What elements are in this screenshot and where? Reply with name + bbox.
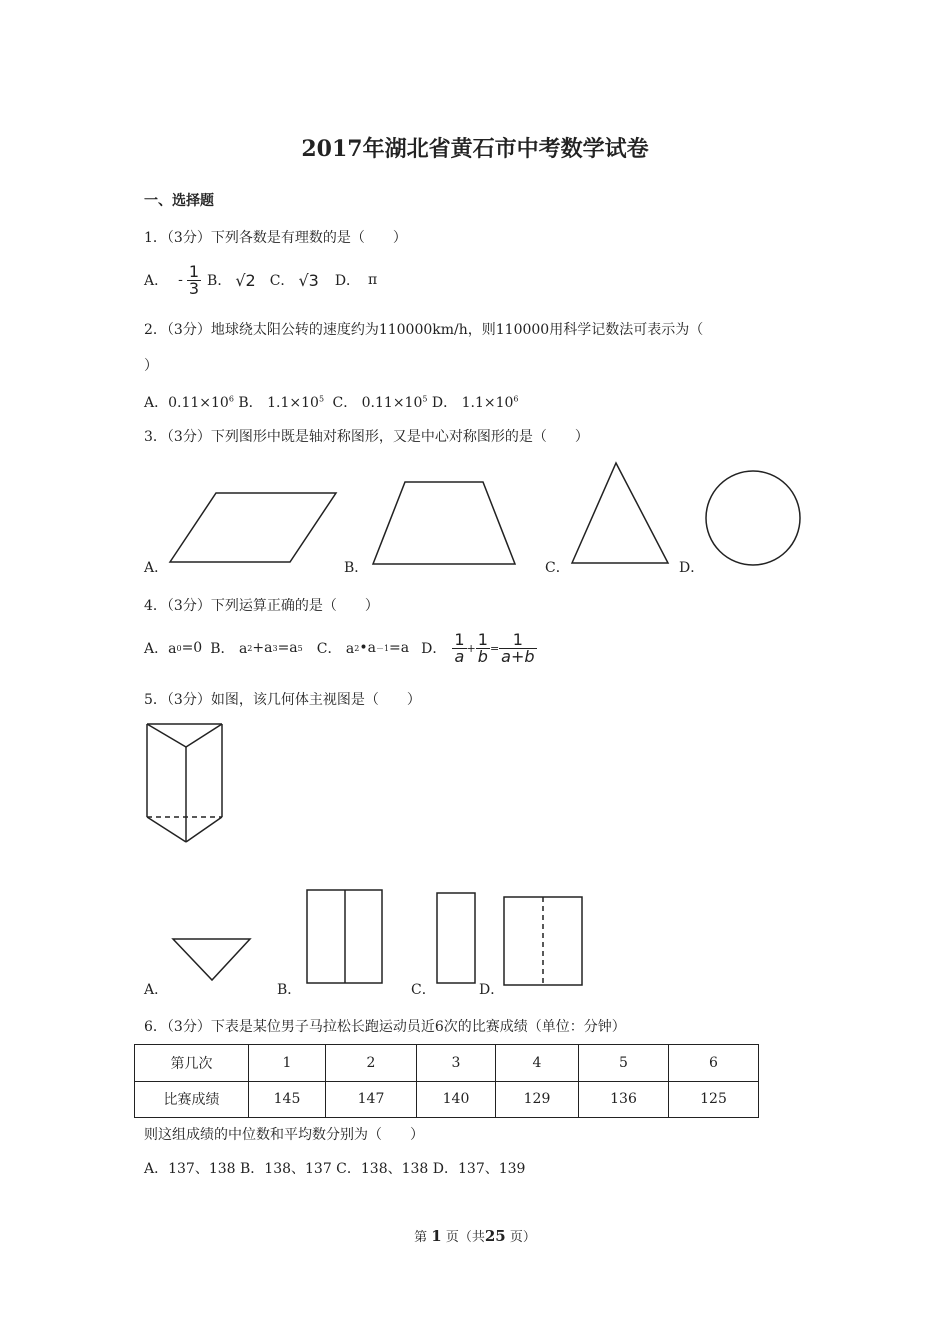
q3-stem: 3．（3分）下列图形中既是轴对称图形，又是中心对称图形的是（ ） — [144, 429, 589, 445]
q4-d-f1-num: 1 — [454, 629, 465, 649]
footer-mid: 页（共 — [445, 1230, 485, 1245]
table-cell: 2 — [326, 1045, 417, 1082]
q4-option-d: D． — [421, 641, 447, 657]
option-c-rect-figure — [437, 893, 475, 983]
q4-d-f2-num: 1 — [477, 629, 488, 649]
table-cell: 5 — [579, 1045, 669, 1082]
table-row — [135, 1045, 759, 1082]
triangle-figure — [572, 463, 668, 563]
option-a-triangle-figure — [173, 939, 250, 980]
q4-options — [144, 626, 537, 670]
q2-option-b: B． 1.1×10 — [238, 395, 319, 411]
table-cell: 145 — [249, 1081, 326, 1118]
table-cell: 4 — [496, 1045, 579, 1082]
table-cell: 比赛成绩 — [135, 1081, 249, 1118]
q5-label-a: A． — [144, 982, 169, 998]
q4-option-a-exp: 0 — [176, 643, 182, 653]
q1-option-d-value: π — [368, 272, 378, 288]
page-title: 2017年湖北省黄石市中考数学试卷 — [301, 136, 649, 162]
table-cell: 136 — [579, 1081, 669, 1118]
q4-d-f2-den: b — [477, 646, 488, 666]
q4-option-c-mid: •a — [359, 640, 376, 656]
q1-option-c-value: √3 — [298, 270, 319, 290]
q5-label-b: B． — [277, 982, 302, 998]
q4-option-c-exp1: 2 — [354, 643, 360, 653]
q4-d-f1-den: a — [454, 646, 465, 666]
q1-option-a-denominator: 3 — [188, 278, 200, 298]
footer-post: 页） — [509, 1230, 536, 1245]
q6-question: 则这组成绩的中位数和平均数分别为（ ） — [144, 1127, 424, 1143]
table-cell: 125 — [669, 1081, 759, 1118]
table-row — [135, 1081, 759, 1118]
q4-option-d-fraction-2 — [476, 629, 490, 666]
q4-d-f3-num: 1 — [499, 632, 536, 649]
q1-option-b-value: √2 — [235, 270, 256, 290]
q5-label-d: D． — [479, 982, 505, 998]
q2-option-c: C． 0.11×10 — [332, 395, 423, 411]
table-cell: 1 — [249, 1045, 326, 1082]
q4-option-d-fraction-3 — [499, 629, 536, 666]
trapezoid-figure — [373, 482, 515, 564]
page-footer — [0, 1226, 950, 1245]
q4-option-b-exp3: 5 — [297, 643, 303, 653]
footer-total-pages: 25 — [484, 1227, 506, 1245]
q4-option-a: A．a — [144, 641, 177, 657]
q4-option-c-exp2: －1 — [375, 643, 390, 653]
q2-options — [144, 392, 519, 412]
q1-option-a-fraction — [187, 261, 201, 298]
q4-option-b: B． a — [210, 641, 248, 657]
q1-option-a-numerator: 1 — [188, 261, 200, 281]
q1-option-b-label: B． — [207, 273, 232, 289]
table-cell: 6 — [669, 1045, 759, 1082]
q4-option-a-rest: =0 — [181, 640, 203, 656]
q3-label-c: C． — [545, 560, 570, 576]
table-cell: 第几次 — [135, 1045, 249, 1082]
q1-option-c-label: C． — [269, 273, 295, 289]
scores-table — [134, 1044, 759, 1118]
q4-option-b-exp1: 2 — [247, 643, 253, 653]
q1-stem: 1．（3分）下列各数是有理数的是（ ） — [144, 230, 407, 246]
q5-option-figures — [140, 880, 600, 990]
q2-option-a: A．0.11×10 — [144, 395, 229, 411]
q2-option-a-exp: 6 — [228, 394, 234, 404]
q2-option-b-exp: 5 — [318, 394, 325, 404]
table-cell: 129 — [496, 1081, 579, 1118]
table-cell: 147 — [326, 1081, 417, 1118]
footer-pre: 第 — [414, 1230, 428, 1245]
q6-stem: 6．（3分）下表是某位男子马拉松长跑运动员近6次的比赛成绩（单位：分钟） — [144, 1019, 626, 1035]
footer-page-number: 1 — [431, 1227, 442, 1245]
q3-label-b: B． — [344, 560, 369, 576]
q4-option-b-mid2: =a — [277, 640, 298, 656]
table-cell: 140 — [417, 1081, 496, 1118]
parallelogram-figure — [170, 493, 336, 562]
q5-label-c: C． — [411, 982, 436, 998]
q3-label-a: A． — [144, 560, 169, 576]
table-cell: 3 — [417, 1045, 496, 1082]
q4-d-plus: + — [466, 641, 476, 655]
q2-stem-line2: ） — [144, 358, 158, 374]
q2-stem-line1: 2．（3分）地球绕太阳公转的速度约为110000km/h，则110000用科学记数法可表示为（ — [144, 322, 704, 338]
q4-option-c: C． a — [316, 641, 355, 657]
q1-option-a-label: A． — [144, 273, 169, 289]
q4-option-c-rest: =a — [389, 640, 410, 656]
triangular-prism-figure — [140, 718, 230, 848]
q2-option-c-exp: 5 — [422, 394, 428, 404]
q4-d-eq: = — [489, 641, 500, 655]
q1-options — [144, 258, 377, 302]
circle-figure — [706, 471, 800, 565]
q1-option-d-label: D． — [334, 273, 361, 289]
q3-figures — [140, 455, 820, 585]
q4-option-b-mid: +a — [252, 640, 273, 656]
q1-option-a-sign: - — [178, 272, 183, 288]
q2-option-d-exp: 6 — [513, 394, 519, 404]
q4-d-f3-den: a+b — [501, 646, 535, 666]
q3-label-d: D． — [679, 560, 705, 576]
q6-options: A．137、138 B．138、137 C．138、138 D．137、139 — [144, 1161, 526, 1177]
q4-option-b-exp2: 3 — [272, 643, 278, 653]
q2-option-d: D． 1.1×10 — [431, 395, 514, 411]
q4-stem: 4．（3分）下列运算正确的是（ ） — [144, 598, 379, 614]
q5-stem: 5．（3分）如图，该几何体主视图是（ ） — [144, 692, 421, 708]
section-heading: 一、选择题 — [144, 193, 214, 209]
q4-option-d-fraction-1 — [452, 629, 466, 666]
